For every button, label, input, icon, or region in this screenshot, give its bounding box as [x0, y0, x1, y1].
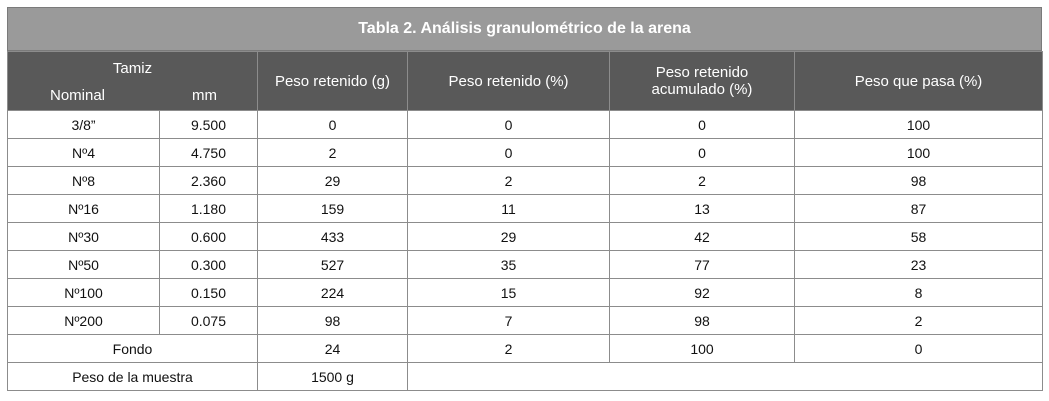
table-row	[8, 195, 1043, 223]
cell-mm: 4.750	[160, 139, 258, 167]
header-mm: mm	[192, 87, 217, 104]
header-peso-retenido-acumulado	[610, 52, 795, 111]
cell-empty	[408, 363, 1043, 391]
cell-peso-g: 98	[258, 307, 408, 335]
cell-peso-g: 224	[258, 279, 408, 307]
cell-mm: 9.500	[160, 111, 258, 139]
cell-acumulado: 0	[610, 111, 795, 139]
table-row	[8, 251, 1043, 279]
table-row	[8, 223, 1043, 251]
header-peso-retenido-pct: Peso retenido (%)	[408, 52, 610, 111]
cell-peso-pct: 35	[408, 251, 610, 279]
cell-acumulado: 92	[610, 279, 795, 307]
cell-mm: 0.300	[160, 251, 258, 279]
cell-pasa: 8	[795, 279, 1043, 307]
cell-pasa: 0	[795, 335, 1043, 363]
cell-muestra-label: Peso de la muestra	[8, 363, 258, 391]
cell-nominal: Nº4	[8, 139, 160, 167]
fondo-row	[8, 335, 1043, 363]
cell-acumulado: 13	[610, 195, 795, 223]
cell-pasa: 100	[795, 111, 1043, 139]
header-peso-pasa: Peso que pasa (%)	[795, 52, 1043, 111]
cell-mm: 1.180	[160, 195, 258, 223]
header-peso-retenido-g: Peso retenido (g)	[258, 52, 408, 111]
cell-nominal: Nº8	[8, 167, 160, 195]
table-row	[8, 307, 1043, 335]
cell-peso-pct: 15	[408, 279, 610, 307]
cell-acumulado: 0	[610, 139, 795, 167]
header-acum-line1: Peso retenido	[655, 64, 749, 81]
table-row	[8, 167, 1043, 195]
header-tamiz	[8, 52, 258, 111]
table-row	[8, 279, 1043, 307]
cell-peso-g: 24	[258, 335, 408, 363]
header-acum-line2: acumulado (%)	[651, 81, 753, 98]
muestra-row	[8, 363, 1043, 391]
cell-peso-pct: 11	[408, 195, 610, 223]
cell-muestra-value: 1500 g	[258, 363, 408, 391]
cell-acumulado: 77	[610, 251, 795, 279]
cell-pasa: 2	[795, 307, 1043, 335]
cell-peso-pct: 7	[408, 307, 610, 335]
cell-mm: 0.150	[160, 279, 258, 307]
table-body	[8, 111, 1043, 391]
cell-peso-g: 0	[258, 111, 408, 139]
cell-nominal: Nº200	[8, 307, 160, 335]
cell-peso-g: 2	[258, 139, 408, 167]
granulometry-table	[7, 51, 1043, 391]
header-tamiz-label: Tamiz	[112, 60, 153, 77]
table-title: Tabla 2. Análisis granulométrico de la arena	[7, 7, 1042, 51]
cell-peso-pct: 29	[408, 223, 610, 251]
cell-peso-pct: 0	[408, 139, 610, 167]
cell-acumulado: 42	[610, 223, 795, 251]
table-container	[7, 7, 1042, 391]
cell-fondo-label: Fondo	[8, 335, 258, 363]
cell-mm: 0.075	[160, 307, 258, 335]
cell-peso-g: 433	[258, 223, 408, 251]
cell-peso-g: 159	[258, 195, 408, 223]
cell-acumulado: 98	[610, 307, 795, 335]
cell-pasa: 98	[795, 167, 1043, 195]
cell-pasa: 58	[795, 223, 1043, 251]
table-row	[8, 111, 1043, 139]
header-nominal: Nominal	[50, 87, 106, 104]
cell-nominal: Nº30	[8, 223, 160, 251]
cell-peso-pct: 2	[408, 335, 610, 363]
cell-pasa: 87	[795, 195, 1043, 223]
cell-peso-pct: 0	[408, 111, 610, 139]
cell-nominal: Nº16	[8, 195, 160, 223]
cell-peso-g: 527	[258, 251, 408, 279]
header-row	[8, 52, 1043, 111]
cell-nominal: Nº100	[8, 279, 160, 307]
cell-nominal: 3/8”	[8, 111, 160, 139]
cell-pasa: 23	[795, 251, 1043, 279]
cell-pasa: 100	[795, 139, 1043, 167]
cell-mm: 2.360	[160, 167, 258, 195]
cell-acumulado: 100	[610, 335, 795, 363]
cell-mm: 0.600	[160, 223, 258, 251]
cell-peso-pct: 2	[408, 167, 610, 195]
table-row	[8, 139, 1043, 167]
cell-nominal: Nº50	[8, 251, 160, 279]
cell-acumulado: 2	[610, 167, 795, 195]
cell-peso-g: 29	[258, 167, 408, 195]
